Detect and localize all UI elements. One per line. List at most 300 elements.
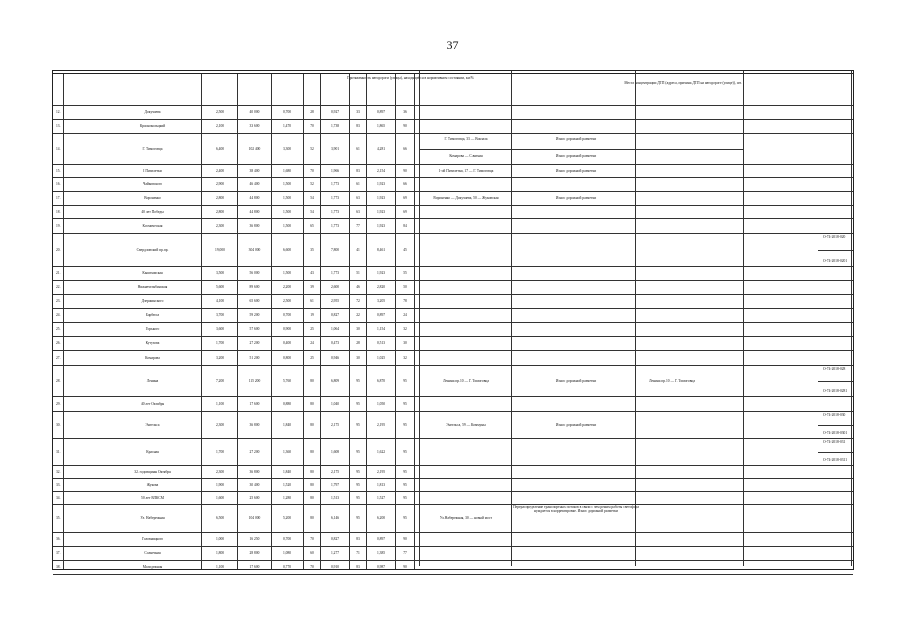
street-name: Головницкого xyxy=(141,537,164,541)
normative-length-2020: 4,281 xyxy=(376,147,386,151)
total-length: 1,000 xyxy=(215,537,225,541)
accident-cause: Износ дорожной разметки xyxy=(555,423,597,427)
street-name: Свердловский пр.пр. xyxy=(136,248,169,252)
normative-percent-2019: 83 xyxy=(356,124,360,128)
registry-code: О-74-2018-0311 xyxy=(823,458,848,462)
street-name: Барбюса xyxy=(145,313,160,317)
normative-length-2020: 1,154 xyxy=(376,327,386,331)
total-length: 4,100 xyxy=(215,299,225,303)
data-table xyxy=(52,70,854,570)
row-number: 21. xyxy=(56,271,61,275)
row-number: 17. xyxy=(56,196,61,200)
street-name: I Пятилетки xyxy=(143,169,162,173)
normative-length-2019: 0,827 xyxy=(330,537,340,541)
normative-percent-2018: 28 xyxy=(310,110,314,114)
normative-length-2018: 0,700 xyxy=(282,313,292,317)
normative-percent-2018: 52 xyxy=(310,182,314,186)
page-number: 37 xyxy=(446,38,459,52)
total-length: 3,200 xyxy=(215,356,225,360)
row-number: 33. xyxy=(56,483,61,487)
table-row xyxy=(53,133,853,164)
accident-cause: Износ дорожной разметки xyxy=(555,137,597,141)
normative-length-2019: 1,966 xyxy=(330,169,340,173)
normative-length-2018: 5,200 xyxy=(282,516,292,520)
total-area: 115 200 xyxy=(248,379,261,383)
normative-length-2018: 0,700 xyxy=(282,110,292,114)
normative-length-2019: 1,513 xyxy=(330,496,340,500)
normative-percent-2020: 95 xyxy=(403,450,407,454)
registry-code: О-74-2018-028 xyxy=(823,367,846,371)
normative-percent-2020: 90 xyxy=(403,537,407,541)
normative-length-2018: 1,840 xyxy=(282,470,292,474)
normative-length-2019: 2,175 xyxy=(330,423,340,427)
row-number: 20. xyxy=(56,248,61,252)
normative-length-2019: 1,277 xyxy=(330,551,340,555)
normative-percent-2020: 55 xyxy=(403,271,407,275)
table-row xyxy=(53,294,853,308)
row-number: 30. xyxy=(56,423,61,427)
row-number: 27. xyxy=(56,356,61,360)
normative-length-2019: 1,064 xyxy=(330,327,340,331)
normative-percent-2019: 77 xyxy=(356,224,360,228)
total-length: 2,500 xyxy=(215,110,225,114)
table-row xyxy=(53,491,853,504)
street-name: Горького xyxy=(145,327,160,331)
normative-percent-2019: 61 xyxy=(356,182,360,186)
normative-percent-2018: 80 xyxy=(310,379,314,383)
normative-percent-2018: 39 xyxy=(310,285,314,289)
accident-cause: Износ дорожной разметки xyxy=(555,154,597,158)
normative-length-2020: 1,622 xyxy=(376,450,386,454)
total-area: 102 400 xyxy=(248,147,261,151)
normative-length-2019: 6,809 xyxy=(330,379,340,383)
normative-percent-2019: 95 xyxy=(356,423,360,427)
normative-percent-2020: 90 xyxy=(403,124,407,128)
normative-percent-2018: 24 xyxy=(310,341,314,345)
normative-percent-2020: 36 xyxy=(403,110,407,114)
normative-percent-2019: 95 xyxy=(356,516,360,520)
normative-percent-2019: 22 xyxy=(356,313,360,317)
normative-percent-2018: 80 xyxy=(310,483,314,487)
code-divider xyxy=(818,250,853,251)
street-name: Ул. Набережная xyxy=(140,516,165,520)
row-number: 18. xyxy=(56,210,61,214)
table-row xyxy=(53,191,853,205)
street-name: Вороненко xyxy=(144,196,161,200)
normative-length-2020: 1,813 xyxy=(376,483,386,487)
normative-percent-2019: 71 xyxy=(356,551,360,555)
total-length: 2,300 xyxy=(215,224,225,228)
accident-cause: Износ дорожной разметки xyxy=(555,169,597,173)
normative-length-2020: 0,897 xyxy=(376,537,386,541)
normative-length-2018: 2,200 xyxy=(282,285,292,289)
accident-cause: Износ дорожной разметки xyxy=(555,196,597,200)
total-area: 304 000 xyxy=(248,248,261,252)
accident-location: Ул.Набережная, 30 — новый мост xyxy=(439,516,493,520)
accident-cause: Перераспределение транспортных потоков в связи с чем режим работы светофора нуждается в корректировке. Износ дорожной разметки xyxy=(513,505,639,513)
normative-percent-2019: 83 xyxy=(356,565,360,569)
street-name: Нижнечелябинская xyxy=(137,285,168,289)
street-name: 40 лет Победы xyxy=(141,210,164,214)
normative-percent-2020: 84 xyxy=(403,224,407,228)
normative-length-2020: 2,195 xyxy=(376,423,386,427)
normative-length-2019: 1,773 xyxy=(330,271,340,275)
row-number: 22. xyxy=(56,285,61,289)
normative-percent-2020: 95 xyxy=(403,470,407,474)
normative-length-2019: 3,901 xyxy=(330,147,340,151)
row-number: 14. xyxy=(56,147,61,151)
total-area: 17 600 xyxy=(249,402,260,406)
total-length: 2,300 xyxy=(215,470,225,474)
normative-percent-2018: 19 xyxy=(310,313,314,317)
table-row xyxy=(53,119,853,133)
normative-length-2018: 5,760 xyxy=(282,379,292,383)
total-area: 65 600 xyxy=(249,299,260,303)
normative-percent-2020: 66 xyxy=(403,147,407,151)
street-name: Чайковского xyxy=(142,182,163,186)
normative-length-2018: 0,770 xyxy=(282,565,292,569)
normative-length-2018: 1,500 xyxy=(282,271,292,275)
street-name: Солнечная xyxy=(144,551,161,555)
normative-percent-2019: 83 xyxy=(356,537,360,541)
normative-percent-2018: 80 xyxy=(310,423,314,427)
total-area: 38 400 xyxy=(249,169,260,173)
row-number: 23. xyxy=(56,299,61,303)
total-length: 1,700 xyxy=(215,341,225,345)
total-area: 51 200 xyxy=(249,356,260,360)
total-length: 19,000 xyxy=(215,248,225,252)
normative-percent-2020: 95 xyxy=(403,402,407,406)
total-length: 1,900 xyxy=(215,483,225,487)
registry-code: О-74-2018-020 xyxy=(823,235,846,239)
normative-percent-2018: 54 xyxy=(310,196,314,200)
row-number: 26. xyxy=(56,341,61,345)
sub-row-divider xyxy=(419,149,743,150)
normative-length-2019: 0,927 xyxy=(330,110,340,114)
total-area: 27 200 xyxy=(249,341,260,345)
normative-percent-2019: 95 xyxy=(356,450,360,454)
total-length: 1,700 xyxy=(215,450,225,454)
normative-length-2019: 1,773 xyxy=(330,196,340,200)
normative-percent-2020: 95 xyxy=(403,483,407,487)
normative-percent-2020: 90 xyxy=(403,169,407,173)
normative-percent-2019: 63 xyxy=(356,210,360,214)
header-road-length: Протяженность автодороги (улицы), находящейся в нормативном состоянии, км/% xyxy=(347,76,474,80)
normative-length-2020: 1,923 xyxy=(376,210,386,214)
normative-percent-2020: 95 xyxy=(403,379,407,383)
normative-percent-2018: 70 xyxy=(310,565,314,569)
normative-length-2020: 6,200 xyxy=(376,516,386,520)
normative-percent-2018: 80 xyxy=(310,470,314,474)
row-number: 32. xyxy=(56,470,61,474)
total-length: 7,200 xyxy=(215,379,225,383)
normative-length-2019: 0,910 xyxy=(330,565,340,569)
normative-length-2020: 3,205 xyxy=(376,299,386,303)
total-length: 2,400 xyxy=(215,169,225,173)
table-row xyxy=(53,438,853,465)
row-number: 12. xyxy=(56,110,61,114)
normative-percent-2020: 32 xyxy=(403,356,407,360)
normative-percent-2020: 30 xyxy=(403,341,407,345)
normative-length-2019: 1,738 xyxy=(330,124,340,128)
accident-location: 1-ой Пятилетки, 17 — Г. Тимоговца xyxy=(438,169,494,173)
normative-percent-2018: 25 xyxy=(310,327,314,331)
total-length: 3,700 xyxy=(215,313,225,317)
normative-percent-2020: 32 xyxy=(403,327,407,331)
table-row xyxy=(53,465,853,478)
street-name: Ленина xyxy=(146,379,159,383)
normative-percent-2018: 25 xyxy=(310,356,314,360)
normative-percent-2020: 50 xyxy=(403,285,407,289)
normative-length-2018: 0,880 xyxy=(282,402,292,406)
total-area: 104 000 xyxy=(248,516,261,520)
registry-code: О-74-2018-0201 xyxy=(823,259,848,263)
table-row xyxy=(53,308,853,322)
table-row xyxy=(53,105,853,119)
total-area: 59 200 xyxy=(249,313,260,317)
total-length: 2,100 xyxy=(215,124,225,128)
normative-percent-2018: 61 xyxy=(310,299,314,303)
normative-length-2019: 1,040 xyxy=(330,402,340,406)
row-number: 34. xyxy=(56,496,61,500)
normative-length-2018: 1,500 xyxy=(282,224,292,228)
total-length: 3,500 xyxy=(215,271,225,275)
total-area: 25 600 xyxy=(249,496,260,500)
total-area: 36 800 xyxy=(249,224,260,228)
row-number: 16. xyxy=(56,182,61,186)
accident-location: Г. Тимоговца, 33 — Вокзала xyxy=(444,137,488,141)
total-length: 2,800 xyxy=(215,210,225,214)
normative-percent-2018: 70 xyxy=(310,537,314,541)
registry-code: О-74-2018-0281 xyxy=(823,389,848,393)
table-row xyxy=(53,560,853,574)
normative-length-2020: 1,050 xyxy=(376,402,386,406)
normative-length-2020: 2,820 xyxy=(376,285,386,289)
row-number: 13. xyxy=(56,124,61,128)
normative-percent-2020: 77 xyxy=(403,551,407,555)
street-name: 32. годовщины Октября xyxy=(134,470,171,474)
normative-percent-2019: 46 xyxy=(356,285,360,289)
normative-percent-2019: 95 xyxy=(356,402,360,406)
table-row xyxy=(53,504,853,532)
normative-length-2019: 1,797 xyxy=(330,483,340,487)
total-length: 1,100 xyxy=(215,565,225,569)
normative-percent-2019: 72 xyxy=(356,299,360,303)
code-divider xyxy=(818,452,853,453)
normative-length-2018: 0,700 xyxy=(282,537,292,541)
code-divider xyxy=(818,381,853,382)
normative-length-2020: 1,923 xyxy=(376,224,386,228)
normative-length-2018: 1,500 xyxy=(282,182,292,186)
normative-length-2018: 1,680 xyxy=(282,169,292,173)
normative-length-2019: 2,600 xyxy=(330,285,340,289)
total-area: 27 200 xyxy=(249,450,260,454)
table-row xyxy=(53,266,853,280)
total-area: 40 000 xyxy=(249,110,260,114)
total-length: 2,900 xyxy=(215,182,225,186)
street-name: Красная xyxy=(146,450,159,454)
normative-length-2020: 1,385 xyxy=(376,551,386,555)
total-area: 17 600 xyxy=(249,565,260,569)
normative-length-2018: 1,500 xyxy=(282,196,292,200)
accident-location: Комарова — С.вятная xyxy=(449,154,483,158)
header-accident-locations: Места концентрации ДТП (адреса, причина ДТП на автодороге (улице)), шт. xyxy=(624,81,742,85)
row-divider xyxy=(53,574,853,575)
registry-code: О-74-2018-030 xyxy=(823,413,846,417)
normative-length-2020: 6,870 xyxy=(376,379,386,383)
normative-percent-2019: 63 xyxy=(356,196,360,200)
normative-percent-2019: 28 xyxy=(356,341,360,345)
normative-percent-2018: 80 xyxy=(310,450,314,454)
table-row xyxy=(53,233,853,266)
normative-length-2018: 1,080 xyxy=(282,551,292,555)
normative-length-2018: 1,520 xyxy=(282,483,292,487)
table-row xyxy=(53,322,853,336)
normative-length-2018: 1,500 xyxy=(282,210,292,214)
normative-length-2020: 0,513 xyxy=(376,341,386,345)
row-number: 24. xyxy=(56,313,61,317)
accident-location: Вороненко — Докучаева, 50 — Жуковская xyxy=(433,196,499,200)
total-area: 36 800 xyxy=(249,423,260,427)
total-area: 57 600 xyxy=(249,327,260,331)
normative-percent-2018: 70 xyxy=(310,124,314,128)
total-area: 33 600 xyxy=(249,124,260,128)
normative-length-2018: 0,900 xyxy=(282,327,292,331)
total-length: 5,600 xyxy=(215,285,225,289)
normative-percent-2019: 41 xyxy=(356,248,360,252)
total-area: 56 000 xyxy=(249,271,260,275)
table-row xyxy=(53,365,853,396)
row-number: 19. xyxy=(56,224,61,228)
normative-length-2019: 0,473 xyxy=(330,341,340,345)
table-row xyxy=(53,396,853,411)
normative-percent-2018: 80 xyxy=(310,516,314,520)
normative-percent-2019: 61 xyxy=(356,147,360,151)
street-name: Молодежная xyxy=(142,565,163,569)
total-area: 28 800 xyxy=(249,551,260,555)
normative-length-2019: 2,955 xyxy=(330,299,340,303)
normative-length-2019: 6,146 xyxy=(330,516,340,520)
normative-length-2019: 1,773 xyxy=(330,224,340,228)
normative-percent-2019: 95 xyxy=(356,379,360,383)
accident-location: Энгельса, 59 — Коммуны xyxy=(446,423,486,427)
total-length: 2,800 xyxy=(215,196,225,200)
table-row xyxy=(53,546,853,560)
normative-percent-2020: 90 xyxy=(403,565,407,569)
normative-length-2019: 1,773 xyxy=(330,182,340,186)
normative-length-2019: 1,773 xyxy=(330,210,340,214)
registry-code: О-74-2018-031 xyxy=(823,440,846,444)
row-number: 25. xyxy=(56,327,61,331)
normative-length-2020: 2,195 xyxy=(376,470,386,474)
table-row xyxy=(53,350,853,365)
normative-percent-2018: 65 xyxy=(310,224,314,228)
street-name: Жукова xyxy=(146,483,159,487)
total-area: 44 800 xyxy=(249,210,260,214)
normative-length-2019: 0,827 xyxy=(330,313,340,317)
normative-length-2020: 2,154 xyxy=(376,169,386,173)
street-name: Энгельса xyxy=(145,423,160,427)
table-row xyxy=(53,411,853,438)
normative-length-2019: 2,175 xyxy=(330,470,340,474)
normative-percent-2019: 95 xyxy=(356,483,360,487)
street-name: 40 лет Октября xyxy=(140,402,165,406)
normative-percent-2019: 33 xyxy=(356,110,360,114)
normative-length-2020: 1,865 xyxy=(376,124,386,128)
normative-length-2020: 1,527 xyxy=(376,496,386,500)
total-length: 1,600 xyxy=(215,496,225,500)
table-row xyxy=(53,177,853,191)
normative-length-2020: 1,025 xyxy=(376,356,386,360)
table-row xyxy=(53,336,853,350)
street-name: Кутузова xyxy=(145,341,160,345)
normative-length-2020: 1,923 xyxy=(376,271,386,275)
total-length: 6,500 xyxy=(215,516,225,520)
normative-percent-2020: 95 xyxy=(403,496,407,500)
table-row xyxy=(53,532,853,546)
normative-percent-2020: 66 xyxy=(403,182,407,186)
normative-length-2020: 0,897 xyxy=(376,313,386,317)
total-length: 2,300 xyxy=(215,423,225,427)
normative-length-2020: 0,987 xyxy=(376,565,386,569)
normative-length-2018: 1,360 xyxy=(282,450,292,454)
normative-length-2020: 0,897 xyxy=(376,110,386,114)
table-row xyxy=(53,218,853,233)
row-number: 31. xyxy=(56,450,61,454)
normative-percent-2018: 80 xyxy=(310,496,314,500)
total-area: 44 800 xyxy=(249,196,260,200)
accident-location: Ленина пр.10 — Г. Тимоговца xyxy=(443,379,489,383)
table-row xyxy=(53,478,853,491)
total-area: 89 600 xyxy=(249,285,260,289)
row-number: 38. xyxy=(56,565,61,569)
street-name: Космическая xyxy=(142,224,163,228)
street-name: Краснокольцкий xyxy=(139,124,166,128)
normative-percent-2019: 83 xyxy=(356,169,360,173)
total-length: 3,600 xyxy=(215,327,225,331)
registry-code: О-74-2018-0301 xyxy=(823,431,848,435)
normative-percent-2020: 95 xyxy=(403,516,407,520)
normative-percent-2020: 69 xyxy=(403,210,407,214)
accident-cause: Износ дорожной разметки xyxy=(555,379,597,383)
normative-percent-2018: 43 xyxy=(310,271,314,275)
normative-percent-2018: 80 xyxy=(310,402,314,406)
normative-percent-2018: 52 xyxy=(310,147,314,151)
street-name: Комарова xyxy=(145,356,160,360)
total-area: 46 400 xyxy=(249,182,260,186)
table-row xyxy=(53,205,853,218)
normative-length-2018: 3,300 xyxy=(282,147,292,151)
row-number: 29. xyxy=(56,402,61,406)
normative-length-2018: 0,400 xyxy=(282,341,292,345)
total-area: 30 400 xyxy=(249,483,260,487)
normative-length-2020: 1,923 xyxy=(376,182,386,186)
total-area: 16 250 xyxy=(249,537,260,541)
row-number: 28. xyxy=(56,379,61,383)
row-number: 36. xyxy=(56,537,61,541)
normative-length-2019: 0,946 xyxy=(330,356,340,360)
normative-percent-2019: 30 xyxy=(356,356,360,360)
normative-percent-2018: 70 xyxy=(310,169,314,173)
normative-length-2018: 1,470 xyxy=(282,124,292,128)
total-length: 1,800 xyxy=(215,551,225,555)
table-row xyxy=(53,280,853,294)
normative-percent-2018: 60 xyxy=(310,551,314,555)
total-area: 36 800 xyxy=(249,470,260,474)
street-name: Кыштымская xyxy=(142,271,163,275)
row-number: 15. xyxy=(56,169,61,173)
normative-percent-2020: 78 xyxy=(403,299,407,303)
